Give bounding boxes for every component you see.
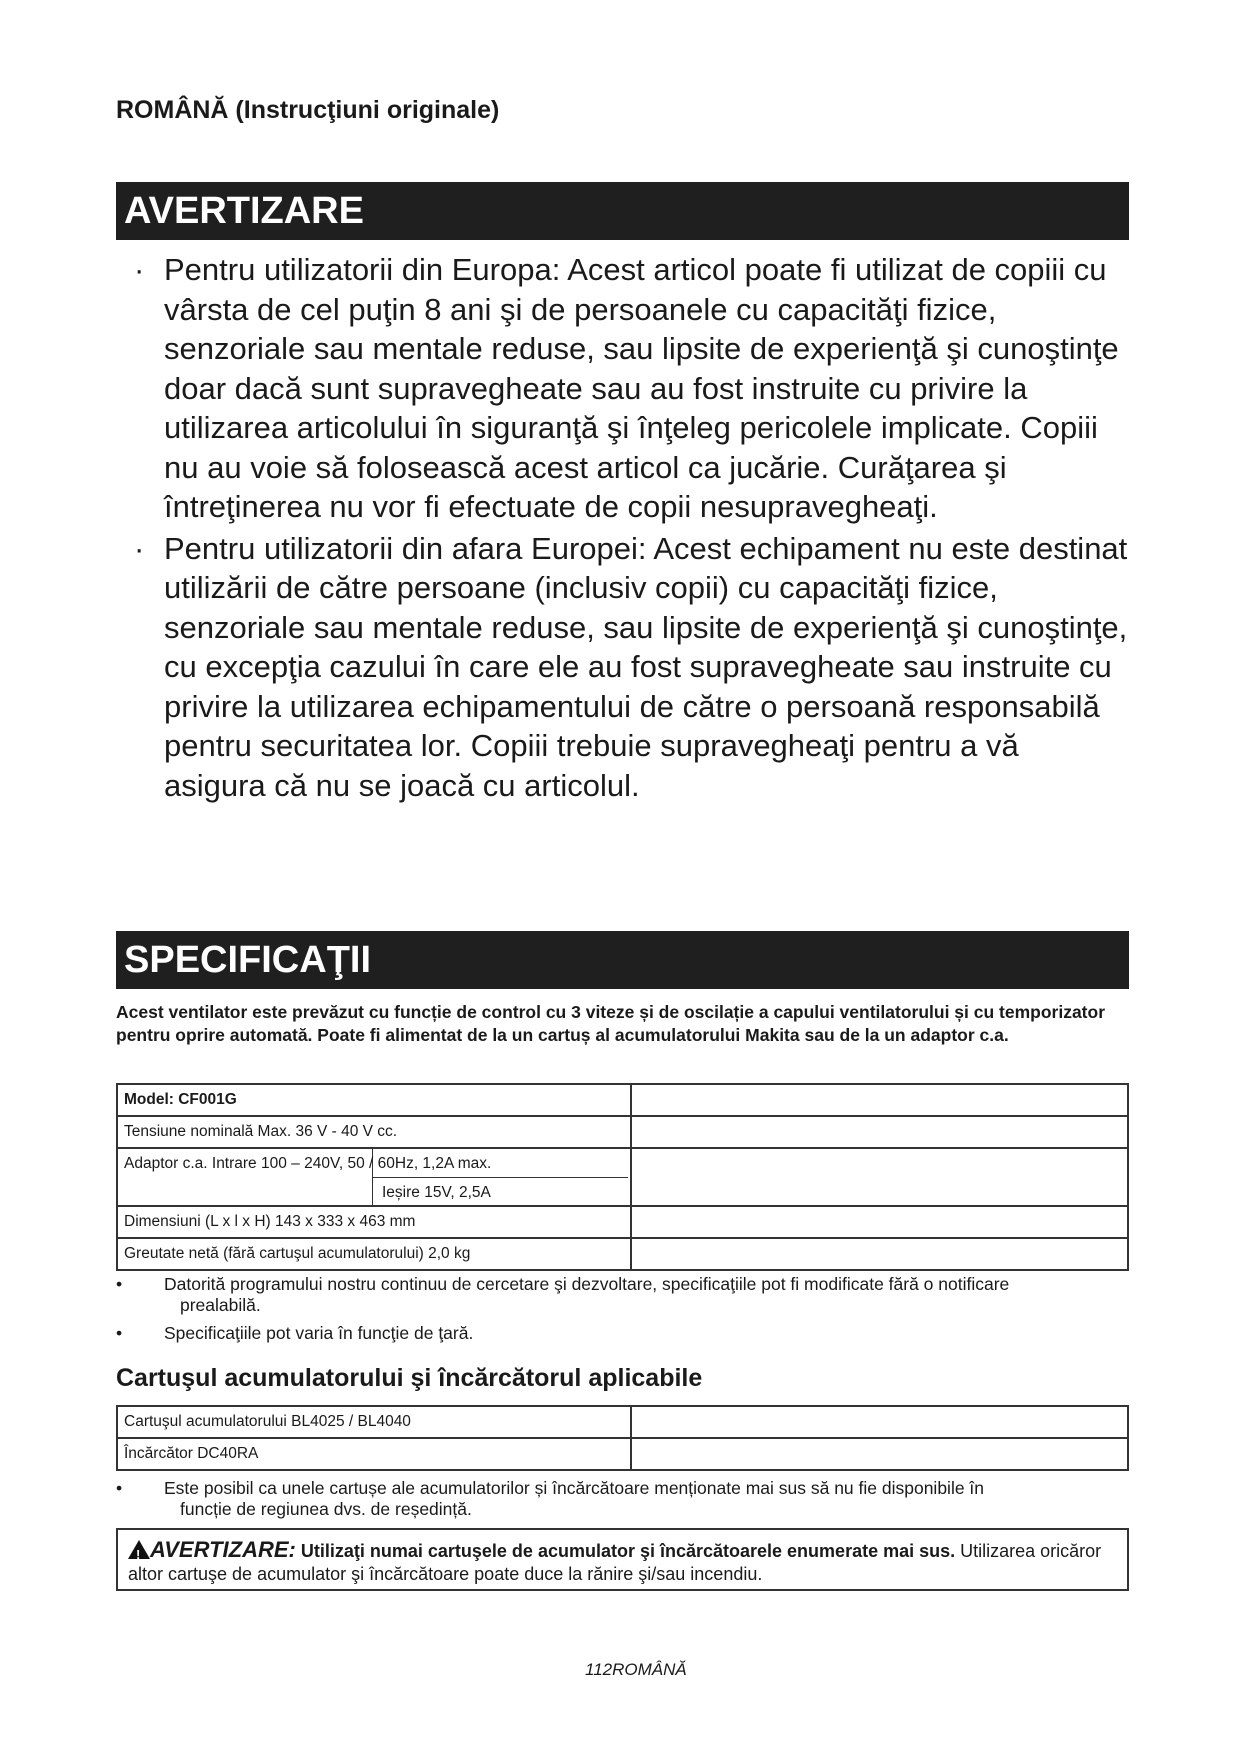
spec-intro-text: Acest ventilator este prevăzut cu funcție de control cu 3 viteze și de oscilație a capului ventilatorului și cu temporizator pentru oprire automată. Poate fi alimentat de la un cartuș al acumulatorului Makita sau de la un adaptor c.a. bbox=[116, 1002, 1106, 1045]
spec-weight: Greutate netă (fără cartuşul acumulatorului) 2,0 kg bbox=[117, 1238, 631, 1270]
warning-triangle-icon bbox=[128, 1540, 150, 1559]
table-row bbox=[117, 1438, 1128, 1470]
note-text: Specificaţiile pot varia în funcţie de ţară. bbox=[164, 1323, 474, 1343]
page-footer: 112ROMÂNĂ bbox=[585, 1660, 687, 1679]
spec-table bbox=[116, 1083, 1129, 1271]
note-text: Datorită programului nostru continuu de cercetare şi dezvoltare, specificaţiile pot fi modificate fără o notificare bbox=[164, 1274, 1010, 1294]
bullet: • bbox=[116, 1274, 123, 1294]
empty-cell bbox=[631, 1116, 1128, 1148]
spec-adaptor-input: Adaptor c.a. Intrare 100 – 240V, 50 / 60Hz, 1,2A max. bbox=[124, 1155, 492, 1172]
empty-cell bbox=[631, 1406, 1128, 1438]
empty-cell bbox=[631, 1148, 1128, 1206]
bullet: • bbox=[116, 1323, 123, 1343]
warning-box-text: Utilizarea oricăror altor cartuşe de acumulator şi încărcătoare poate duce la rănire şi/sau incendiu. bbox=[128, 1541, 1102, 1584]
warning-item-text: Pentru utilizatorii din afara Europei: Acest echipament nu este destinat utilizării de către persoane (inclusiv copii) cu capacităţi fizice, senzoriale sau mentale reduse, sau lipsite de experienţă şi cunoştinţe, cu excepţia cazului în care ele au fost supravegheate sau instruite cu privire la utilizarea echipamentului de către o persoană responsabilă pentru securitatea lor. Copiii trebuie supravegheaţi pentru a vă asigura că nu se joacă cu articolul. bbox=[164, 530, 1128, 803]
bullet: · bbox=[134, 252, 145, 287]
warning-list bbox=[116, 250, 1129, 805]
battery-notes bbox=[116, 1478, 1129, 1527]
note-text: prealabilă. bbox=[180, 1295, 261, 1315]
warning-section-title: AVERTIZARE bbox=[116, 182, 1129, 240]
adaptor-divider bbox=[372, 1177, 628, 1178]
battery-table bbox=[116, 1405, 1129, 1471]
table-row bbox=[117, 1084, 1128, 1116]
note-text: Este posibil ca unele cartușe ale acumulatorilor și încărcătoare menționate mai sus să nu fie disponibile în bbox=[164, 1478, 985, 1498]
table-row bbox=[117, 1406, 1128, 1438]
language-header: ROMÂNĂ (Instrucţiuni originale) bbox=[116, 96, 500, 124]
spec-voltage: Tensiune nominală Max. 36 V - 40 V cc. bbox=[117, 1116, 631, 1148]
table-row bbox=[117, 1116, 1128, 1148]
warning-item-non-europe bbox=[116, 529, 1129, 806]
table-row bbox=[117, 1148, 1128, 1206]
list-item bbox=[116, 1478, 1129, 1520]
spec-notes bbox=[116, 1274, 1129, 1351]
spec-section-title: SPECIFICAŢII bbox=[116, 931, 1129, 989]
warning-box-bold-text: Utilizaţi numai cartuşele de acumulator şi încărcătoarele enumerate mai sus. bbox=[300, 1541, 956, 1561]
battery-section-title: Cartuşul acumulatorului şi încărcătorul aplicabile bbox=[116, 1364, 703, 1392]
empty-cell bbox=[631, 1438, 1128, 1470]
table-row bbox=[117, 1238, 1128, 1270]
empty-cell bbox=[631, 1084, 1128, 1116]
spec-adaptor-output: Ieșire 15V, 2,5A bbox=[382, 1184, 491, 1201]
warning-box-title: AVERTIZARE: bbox=[150, 1537, 296, 1562]
list-item bbox=[116, 1274, 1129, 1316]
spec-adaptor-cell bbox=[117, 1148, 631, 1206]
battery-charger: Încărcător DC40RA bbox=[117, 1438, 631, 1470]
spec-dimensions: Dimensiuni (L x l x H) 143 x 333 x 463 mm bbox=[117, 1206, 631, 1238]
battery-cartridge: Cartuşul acumulatorului BL4025 / BL4040 bbox=[117, 1406, 631, 1438]
spec-model: Model: CF001G bbox=[117, 1084, 631, 1116]
bullet: • bbox=[116, 1478, 123, 1498]
warning-item-text: Pentru utilizatorii din Europa: Acest articol poate fi utilizat de copiii cu vârsta de cel puţin 8 ani şi de persoanele cu capacităţi fizice, senzoriale sau mentale reduse, sau lipsite de experienţă şi cunoştinţe doar dacă sunt supravegheate sau au fost instruite cu privire la utilizarea articolului în siguranţă şi înţeleg pericolele implicate. Copiii nu au voie să folosească acest articol ca jucărie. Curăţarea şi întreţinerea nu vor fi efectuate de copii nesupravegheaţi. bbox=[164, 252, 1119, 524]
warning-item-europe bbox=[116, 250, 1129, 527]
table-row bbox=[117, 1206, 1128, 1238]
empty-cell bbox=[631, 1238, 1128, 1270]
battery-warning-box bbox=[116, 1528, 1129, 1591]
list-item bbox=[116, 1323, 1129, 1344]
empty-cell bbox=[631, 1206, 1128, 1238]
note-text: funcție de regiunea dvs. de reședință. bbox=[180, 1499, 472, 1519]
bullet: · bbox=[134, 530, 145, 566]
